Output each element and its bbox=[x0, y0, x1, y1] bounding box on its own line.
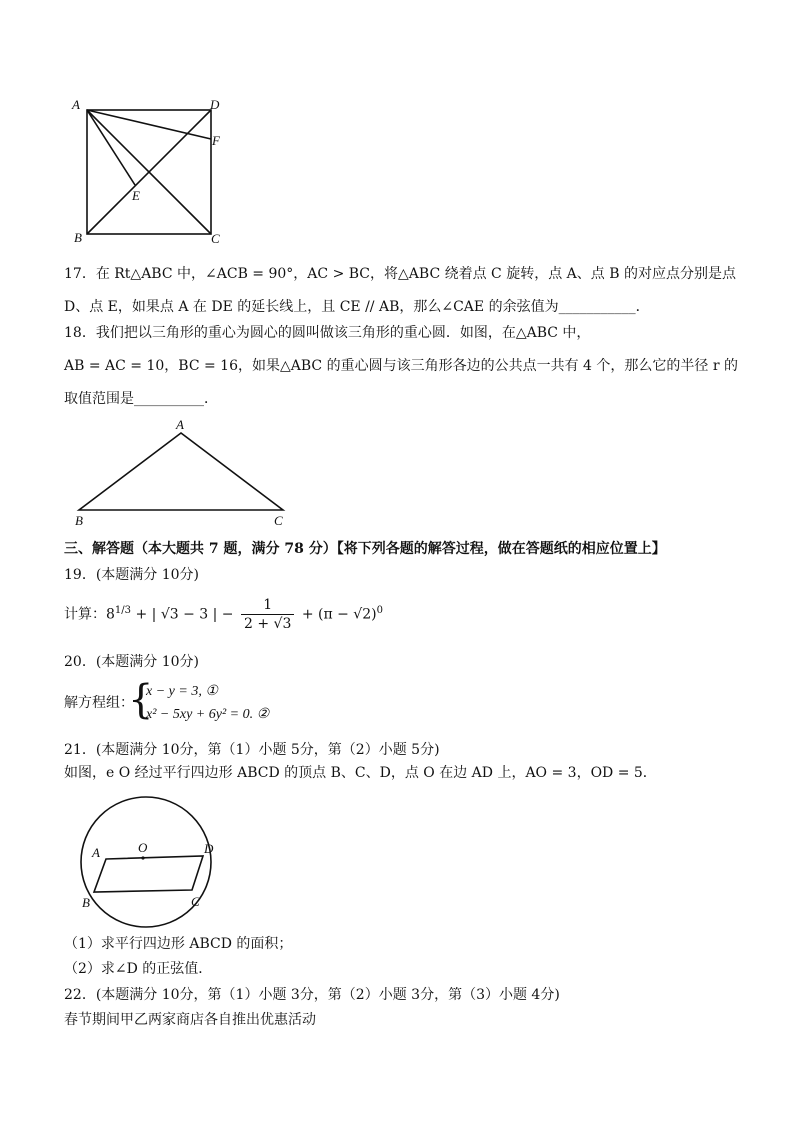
center-point-o bbox=[141, 856, 144, 859]
label-a: A bbox=[72, 97, 80, 112]
q18-line2: AB = AC = 10，BC = 16，如果△ABC 的重心圆与该三角形各边的公共点一共有 4 个，那么它的半径 r 的 bbox=[64, 358, 738, 374]
circle-figure bbox=[75, 795, 235, 930]
q19-header: 19．(本题满分 10分) bbox=[64, 567, 200, 583]
label-f: F bbox=[212, 133, 220, 148]
q19-tail: + (π − √2) bbox=[301, 606, 377, 623]
label-c: C bbox=[274, 513, 283, 528]
q19-base: 8 bbox=[106, 606, 115, 623]
q19-expression bbox=[64, 596, 383, 633]
q21-header: 21．(本题满分 10分，第（1）小题 5分，第（2）小题 5分) bbox=[64, 742, 440, 758]
q18-line1: 18．我们把以三角形的重心为圆心的圆叫做该三角形的重心圆．如图，在△ABC 中， bbox=[64, 325, 591, 341]
label-d: D bbox=[210, 97, 220, 112]
q17-line1: 17．在 Rt△ABC 中，∠ACB = 90°，AC > BC，将△ABC 绕着点 C 旋转，点 A、点 B 的对应点分别是点 bbox=[64, 266, 736, 282]
segment-ae bbox=[87, 110, 135, 185]
label-b: B bbox=[75, 513, 83, 528]
label-o: O bbox=[138, 840, 148, 855]
q22-statement: 春节期间甲乙两家商店各自推出优惠活动 bbox=[64, 1012, 316, 1028]
q20-prefix: 解方程组： bbox=[64, 695, 134, 711]
square-figure bbox=[68, 95, 238, 255]
triangle-abc bbox=[79, 433, 283, 510]
parallelogram-abcd bbox=[94, 856, 203, 892]
q21-statement: 如图，e O 经过平行四边形 ABCD 的顶点 B、C、D，点 O 在边 AD 上，AO = 3，OD = 5． bbox=[64, 765, 657, 781]
q20-brace: { bbox=[128, 677, 154, 723]
q18-line3: 取值范围是__________． bbox=[64, 391, 218, 407]
label-b: B bbox=[82, 895, 90, 910]
q21-part1: （1）求平行四边形 ABCD 的面积； bbox=[64, 936, 293, 952]
q19-prefix: 计算： bbox=[64, 606, 106, 623]
label-a: A bbox=[92, 845, 100, 860]
q19-abs-part: + | √3 − 3 | − bbox=[135, 606, 234, 623]
q21-part2: （2）求∠D 的正弦值． bbox=[64, 961, 213, 977]
q19-fraction bbox=[241, 596, 294, 633]
section-3-title: 三、解答题（本大题共 7 题，满分 78 分）【将下列各题的解答过程，做在答题纸的相应位置上】 bbox=[64, 541, 666, 557]
q19-exp: 1/3 bbox=[114, 604, 132, 616]
label-c: C bbox=[191, 894, 200, 909]
q20-header: 20．(本题满分 10分) bbox=[64, 654, 200, 670]
label-a: A bbox=[176, 417, 184, 432]
q22-header: 22．(本题满分 10分，第（1）小题 3分，第（2）小题 3分，第（3）小题 4分) bbox=[64, 987, 560, 1003]
label-c: C bbox=[211, 231, 220, 246]
triangle-figure bbox=[70, 415, 295, 530]
segment-af bbox=[87, 110, 211, 139]
label-b: B bbox=[74, 230, 82, 245]
label-d: D bbox=[204, 841, 214, 856]
q19-frac-num: 1 bbox=[241, 596, 294, 615]
q20-eq2: x² − 5xy + 6y² = 0. ② bbox=[146, 707, 270, 722]
q19-tail-exp: 0 bbox=[376, 604, 383, 616]
label-e: E bbox=[132, 188, 140, 203]
q20-eq1: x − y = 3, ① bbox=[146, 684, 218, 699]
q17-line2: D、点 E，如果点 A 在 DE 的延长线上，且 CE // AB，那么∠CAE 的余弦值为___________． bbox=[64, 299, 650, 315]
q19-frac-den: 2 + √3 bbox=[243, 616, 292, 632]
